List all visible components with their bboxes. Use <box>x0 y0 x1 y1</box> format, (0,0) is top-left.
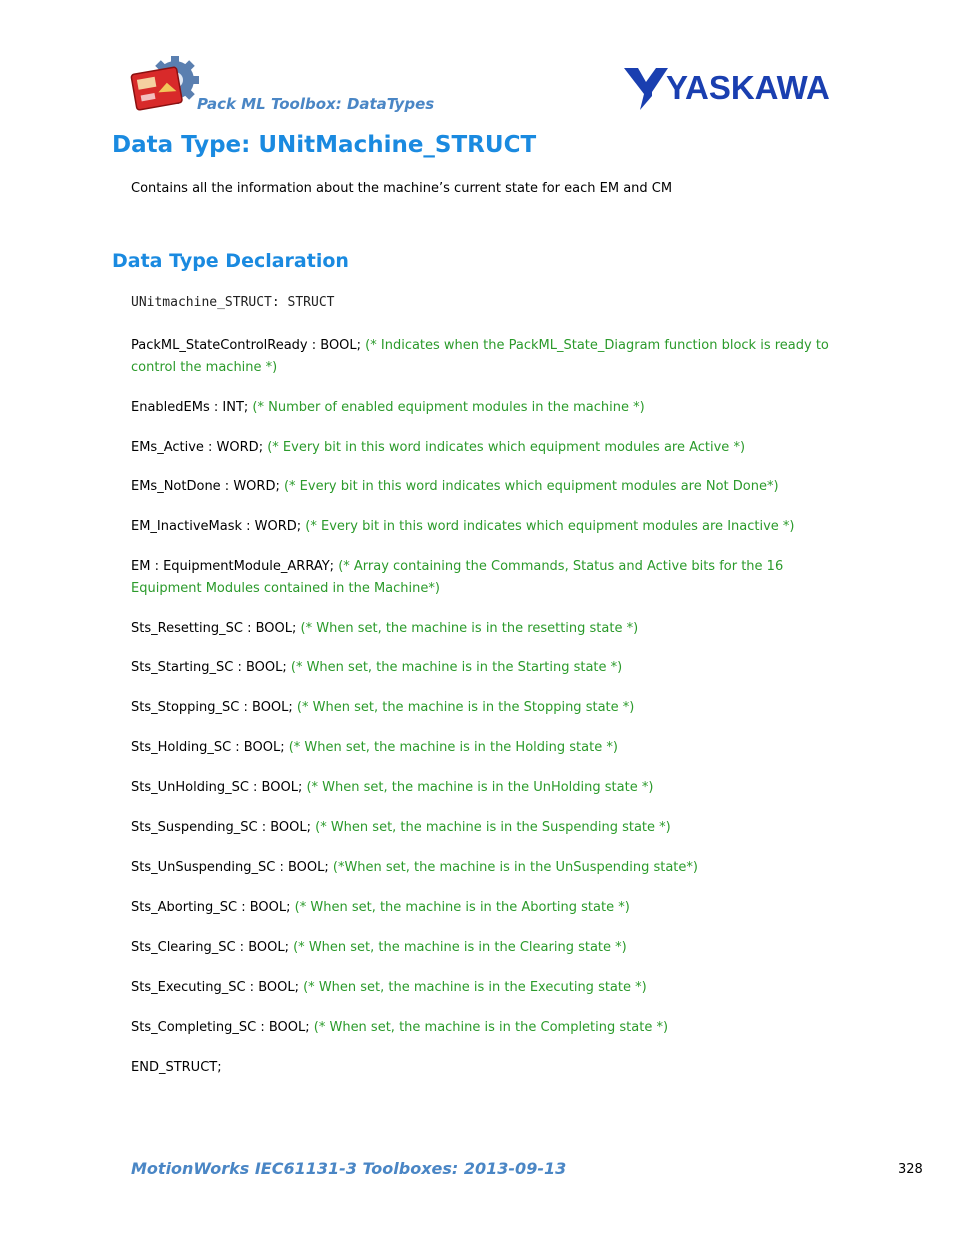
field-declaration: Sts_Starting_SC : BOOL; <box>131 660 291 675</box>
field-declaration: EMs_NotDone : WORD; <box>131 479 284 494</box>
field-comment: (*When set, the machine is in the UnSuspending state*) <box>332 860 698 875</box>
field-comment: (* When set, the machine is in the Completing state *) <box>313 1020 669 1035</box>
field-declaration: Sts_Resetting_SC : BOOL; <box>131 621 301 636</box>
field-declaration: EnabledEMs : INT; <box>131 400 253 415</box>
page-title: Data Type: UNitMachine_STRUCT <box>112 132 537 158</box>
field-declaration: PackML_StateControlReady : BOOL; <box>131 338 366 353</box>
field-comment: (* When set, the machine is in the Starting state *) <box>290 660 623 675</box>
field-declaration: Sts_UnHolding_SC : BOOL; <box>131 780 307 795</box>
header-title: Pack ML Toolbox: DataTypes <box>197 95 435 113</box>
field-item <box>131 697 846 719</box>
page-number: 328 <box>898 1162 923 1177</box>
struct-header: UNitmachine_STRUCT: STRUCT <box>131 295 335 310</box>
field-item <box>131 397 846 419</box>
field-declaration: EM : EquipmentModule_ARRAY; <box>131 559 339 574</box>
field-comment: (* When set, the machine is in the Clearing state *) <box>293 940 627 955</box>
field-declaration: Sts_Aborting_SC : BOOL; <box>131 900 295 915</box>
field-item <box>131 737 846 759</box>
field-comment: (* When set, the machine is in the Executing state *) <box>303 980 647 995</box>
field-declaration: Sts_Clearing_SC : BOOL; <box>131 940 294 955</box>
field-declaration: Sts_Stopping_SC : BOOL; <box>131 700 297 715</box>
field-declaration: Sts_Suspending_SC : BOOL; <box>131 820 316 835</box>
field-comment: (* When set, the machine is in the Holding state *) <box>288 740 618 755</box>
field-item <box>131 897 846 919</box>
field-declaration: Sts_UnSuspending_SC : BOOL; <box>131 860 333 875</box>
toolbox-logo-icon <box>130 56 200 112</box>
field-comment: (* Number of enabled equipment modules in the machine *) <box>252 400 645 415</box>
intro-text: Contains all the information about the machine’s current state for each EM and CM <box>131 181 673 196</box>
footer-title: MotionWorks IEC61131-3 Toolboxes: 2013-09-13 <box>131 1159 567 1178</box>
field-item <box>131 476 846 498</box>
section-title: Data Type Declaration <box>112 250 349 272</box>
field-item <box>131 657 846 679</box>
field-declaration: EM_InactiveMask : WORD; <box>131 519 306 534</box>
field-comment: (* Every bit in this word indicates which equipment modules are Active *) <box>267 440 746 455</box>
field-item <box>131 1017 846 1039</box>
field-item <box>131 817 846 839</box>
field-declaration: Sts_Completing_SC : BOOL; <box>131 1020 314 1035</box>
field-item <box>131 618 846 640</box>
field-comment: (* Array containing the Commands, Status and Active bits for the 16 Equipment Modules contained in the Machine*) <box>131 559 784 596</box>
field-item <box>131 937 846 959</box>
brand-name: YASKAWA <box>666 69 830 106</box>
field-declaration: EMs_Active : WORD; <box>131 440 268 455</box>
field-item <box>131 857 846 879</box>
field-item <box>131 335 846 378</box>
struct-end <box>131 1057 846 1079</box>
field-comment: (* When set, the machine is in the Stopping state *) <box>296 700 635 715</box>
field-declaration: END_STRUCT; <box>131 1060 222 1075</box>
field-item <box>131 977 846 999</box>
field-item <box>131 437 846 459</box>
field-comment: (* Every bit in this word indicates which equipment modules are Inactive *) <box>305 519 795 534</box>
field-item <box>131 516 846 538</box>
field-declaration: Sts_Holding_SC : BOOL; <box>131 740 289 755</box>
field-item <box>131 777 846 799</box>
yaskawa-logo <box>622 66 846 112</box>
field-comment: (* When set, the machine is in the UnHolding state *) <box>306 780 654 795</box>
field-comment: (* When set, the machine is in the Suspending state *) <box>315 820 671 835</box>
field-declaration: Sts_Executing_SC : BOOL; <box>131 980 304 995</box>
field-comment: (* When set, the machine is in the resetting state *) <box>300 621 639 636</box>
field-comment: (* Every bit in this word indicates which equipment modules are Not Done*) <box>283 479 779 494</box>
field-comment: (* When set, the machine is in the Aborting state *) <box>294 900 630 915</box>
field-item <box>131 556 846 599</box>
field-comment: (* Indicates when the PackML_State_Diagram function block is ready to control the machine *) <box>131 338 829 375</box>
